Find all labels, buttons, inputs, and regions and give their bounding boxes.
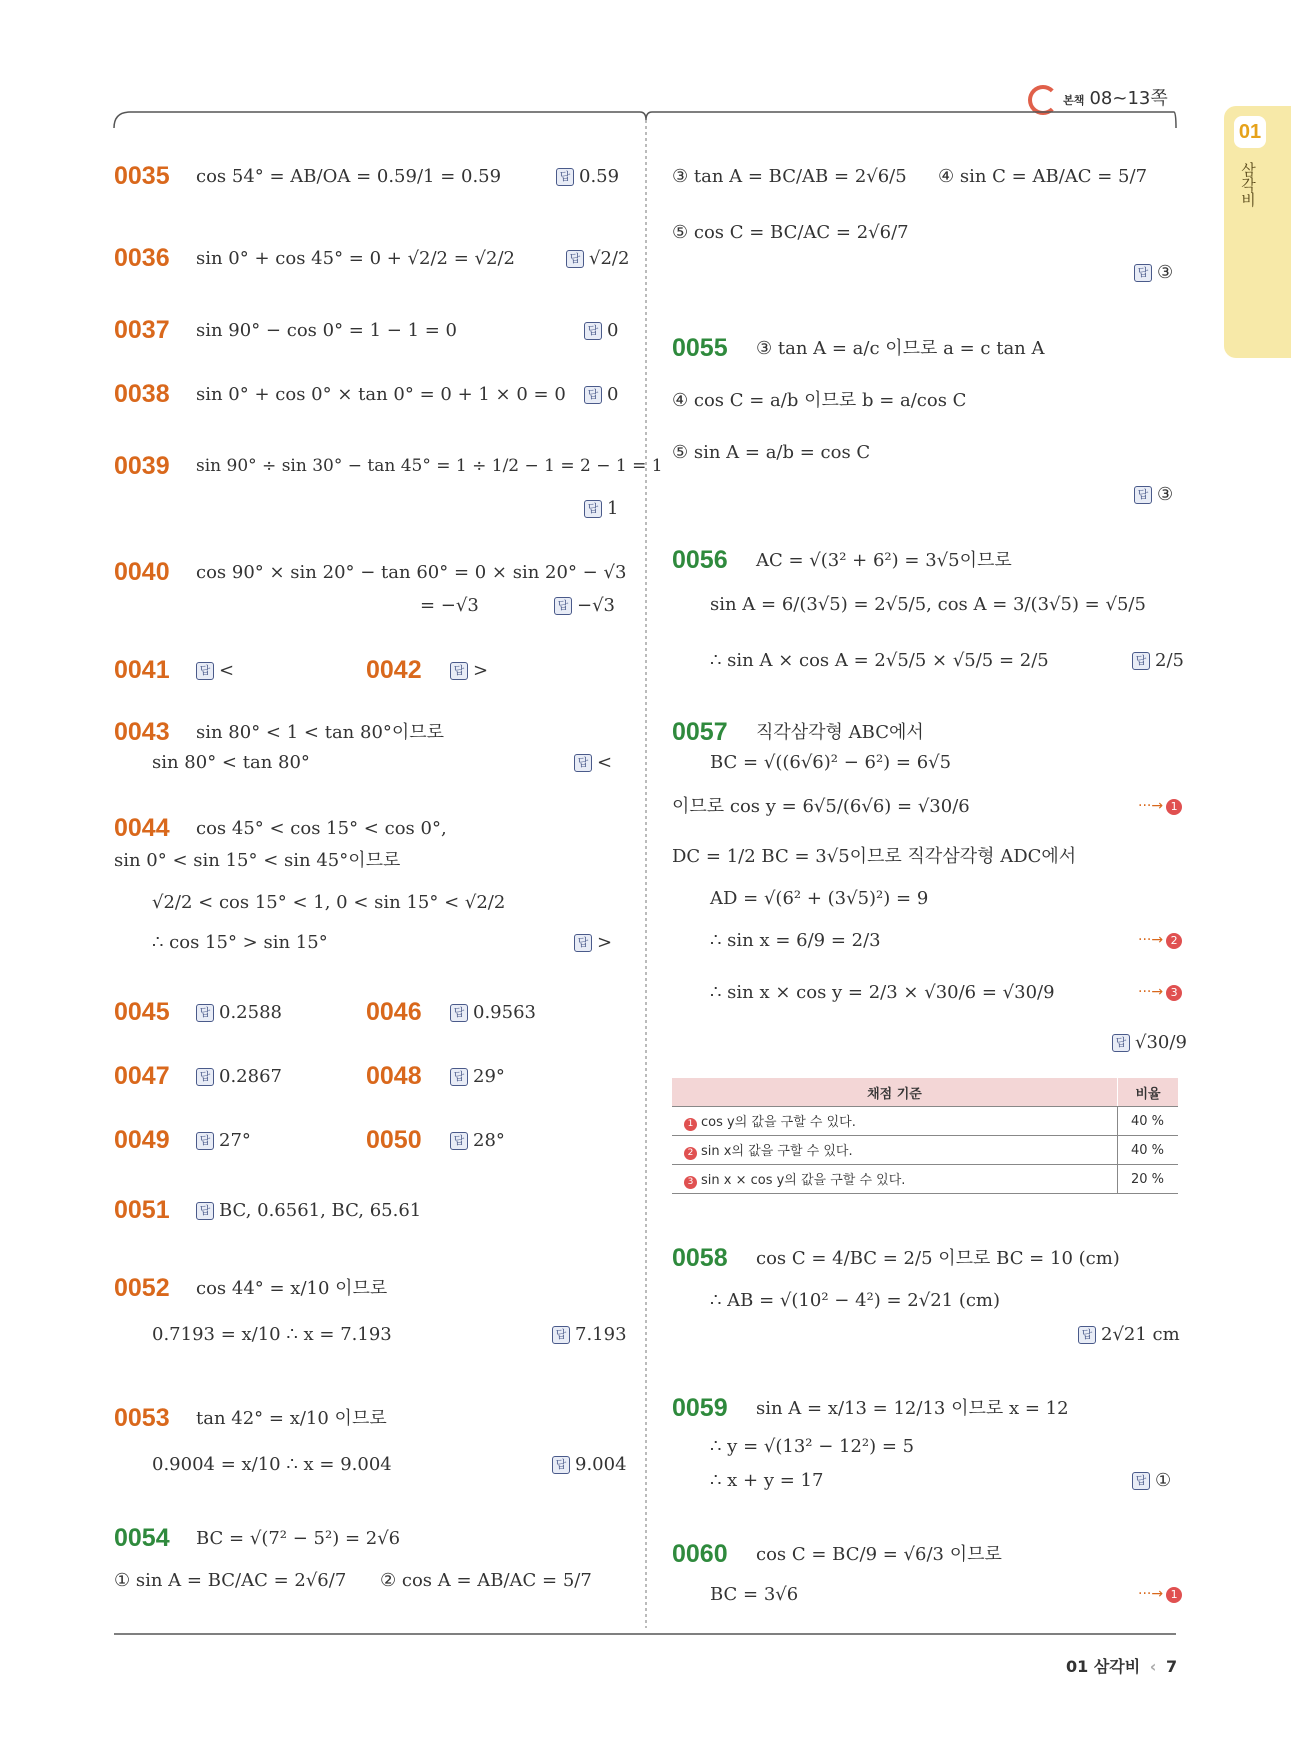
table-row (672, 1136, 1178, 1165)
step-marker: ···→ 1 (1138, 798, 1182, 815)
solution-line: BC = √((6√6)² − 6²) = 6√5 (710, 752, 952, 773)
answer-value: √2/2 (589, 248, 630, 269)
problem-number: 0036 (114, 244, 170, 272)
answer-value: < (597, 752, 613, 773)
table-row (672, 1165, 1178, 1194)
answer-mark-icon: 답 (574, 754, 592, 772)
problem-number: 0045 (114, 998, 170, 1026)
answer-mark-icon: 답 (584, 322, 602, 340)
problem-number: 0056 (672, 546, 728, 574)
footer-chapter: 01 삼각비 (1066, 1657, 1141, 1676)
problem-number: 0048 (366, 1062, 422, 1090)
answer-mark-icon: 답 (1132, 652, 1150, 670)
answer-mark-icon: 답 (1134, 264, 1152, 282)
chapter-number: 01 (1234, 116, 1266, 148)
problem-number: 0043 (114, 718, 170, 746)
solution-line: sin 0° < sin 15° < sin 45°이므로 (114, 850, 401, 871)
answer (196, 1066, 282, 1088)
solution-line: sin A = x/13 = 12/13 이므로 x = 12 (756, 1398, 1069, 1419)
answer-mark-icon: 답 (196, 662, 214, 680)
answer-value: 0.59 (579, 166, 620, 187)
solution-line: cos 44° = x/10 이므로 (196, 1278, 388, 1299)
problem-number: 0038 (114, 380, 170, 408)
answer-mark-icon: 답 (450, 1068, 468, 1086)
solution-line: BC = 3√6 (710, 1584, 799, 1605)
problem-number: 0058 (672, 1244, 728, 1272)
answer-mark-icon: 답 (196, 1068, 214, 1086)
answer-value: 9.004 (575, 1454, 627, 1475)
rate-header: 비율 (1118, 1078, 1179, 1107)
problem-number: 0042 (366, 656, 422, 684)
solution-line: AD = √(6² + (3√5)²) = 9 (710, 888, 929, 909)
solution-line: ⑤ cos C = BC/AC = 2√6/7 (672, 222, 909, 243)
answer-mark-icon: 답 (552, 1456, 570, 1474)
answer (450, 1066, 505, 1088)
answer-mark-icon: 답 (196, 1132, 214, 1150)
answer (584, 320, 618, 342)
answer (1134, 484, 1173, 506)
criteria-cell (672, 1165, 1118, 1194)
answer-mark-icon: 답 (196, 1202, 214, 1220)
answer (450, 1130, 505, 1152)
problem-number: 0051 (114, 1196, 170, 1224)
answer-mark-icon: 답 (450, 662, 468, 680)
answer-mark-icon: 답 (566, 250, 584, 268)
answer-mark-icon: 답 (450, 1132, 468, 1150)
answer-value: 27° (219, 1130, 251, 1151)
solution-line: sin 0° + cos 0° × tan 0° = 0 + 1 × 0 = 0 (196, 384, 566, 405)
criteria-number: 1 (684, 1118, 697, 1131)
answer-value: 0 (607, 320, 619, 341)
solution-line: ⑤ sin A = a/b = cos C (672, 442, 871, 463)
answer (566, 248, 629, 270)
solution-line: sin 90° − cos 0° = 1 − 1 = 0 (196, 320, 457, 341)
answer (196, 660, 234, 682)
answer-value: > (597, 932, 613, 953)
answer-value: 28° (473, 1130, 505, 1151)
problem-number: 0046 (366, 998, 422, 1026)
answer-value: 29° (473, 1066, 505, 1087)
answer-value: BC, 0.6561, BC, 65.61 (219, 1200, 422, 1221)
solution-line: ① sin A = BC/AC = 2√6/7 (114, 1570, 347, 1591)
answer (1112, 1032, 1187, 1054)
criteria-text: sin x의 값을 구할 수 있다. (701, 1144, 853, 1159)
criteria-number: 3 (684, 1176, 697, 1189)
problem-number: 0050 (366, 1126, 422, 1154)
answer (574, 932, 612, 954)
answer-mark-icon: 답 (554, 597, 572, 615)
solution-line: ∴ AB = √(10² − 4²) = 2√21 (cm) (710, 1290, 1001, 1311)
criteria-text: sin x × cos y의 값을 구할 수 있다. (701, 1173, 906, 1188)
solution-line: ∴ sin x × cos y = 2/3 × √30/6 = √30/9 (710, 982, 1055, 1003)
answer (554, 595, 615, 617)
solution-line: sin 90° ÷ sin 30° − tan 45° = 1 ÷ 1/2 − 1 = 2 − 1 = 1 (196, 456, 663, 476)
problem-number: 0055 (672, 334, 728, 362)
answer-mark-icon: 답 (1112, 1034, 1130, 1052)
problem-number: 0041 (114, 656, 170, 684)
answer (552, 1324, 627, 1346)
problem-number: 0053 (114, 1404, 170, 1432)
problem-number: 0052 (114, 1274, 170, 1302)
answer-mark-icon: 답 (1134, 486, 1152, 504)
solution-line: √2/2 < cos 15° < 1, 0 < sin 15° < √2/2 (152, 892, 506, 913)
solution-line: tan 42° = x/10 이므로 (196, 1408, 387, 1429)
solution-line: cos 90° × sin 20° − tan 60° = 0 × sin 20° − √3 (196, 562, 627, 583)
solution-line: ③ tan A = BC/AB = 2√6/5 (672, 166, 907, 187)
chevron-left-icon: ‹ (1149, 1657, 1157, 1676)
answer (574, 752, 612, 774)
answer-value: ① (1155, 1470, 1172, 1491)
solution-line: = −√3 (420, 595, 479, 616)
problem-number: 0047 (114, 1062, 170, 1090)
solution-line: AC = √(3² + 6²) = 3√5이므로 (756, 550, 1012, 571)
solution-line: sin 80° < 1 < tan 80°이므로 (196, 722, 445, 743)
problem-number: 0044 (114, 814, 170, 842)
solution-line: ④ sin C = AB/AC = 5/7 (938, 166, 1148, 187)
answer (450, 1002, 536, 1024)
solution-line: cos C = BC/9 = √6/3 이므로 (756, 1544, 1002, 1565)
answer (584, 498, 618, 520)
answer (556, 166, 619, 188)
solution-line: sin 0° + cos 45° = 0 + √2/2 = √2/2 (196, 248, 515, 269)
solution-line: 직각삼각형 ABC에서 (756, 722, 924, 743)
answer (1132, 1470, 1171, 1492)
answer-mark-icon: 답 (1132, 1472, 1150, 1490)
solution-line: ∴ sin x = 6/9 = 2/3 (710, 930, 881, 951)
problem-number: 0060 (672, 1540, 728, 1568)
page-footer (1066, 1654, 1177, 1677)
answer (450, 660, 488, 682)
solution-line: ③ tan A = a/c 이므로 a = c tan A (756, 338, 1045, 359)
answer-value: 7.193 (575, 1324, 627, 1345)
solution-line: cos C = 4/BC = 2/5 이므로 BC = 10 (cm) (756, 1248, 1120, 1269)
problem-number: 0054 (114, 1524, 170, 1552)
answer-mark-icon: 답 (556, 168, 574, 186)
answer-value: ③ (1157, 262, 1174, 283)
rate-cell: 40 % (1118, 1107, 1179, 1136)
answer-mark-icon: 답 (584, 500, 602, 518)
answer-value: ③ (1157, 484, 1174, 505)
problem-number: 0040 (114, 558, 170, 586)
answer-mark-icon: 답 (574, 934, 592, 952)
step-marker: ···→ 2 (1138, 932, 1182, 949)
criteria-cell (672, 1107, 1118, 1136)
solution-line: 이므로 cos y = 6√5/(6√6) = √30/6 (672, 796, 970, 817)
answer (1132, 650, 1184, 672)
solution-line: ∴ sin A × cos A = 2√5/5 × √5/5 = 2/5 (710, 650, 1049, 671)
table-row (672, 1107, 1178, 1136)
answer-mark-icon: 답 (584, 386, 602, 404)
problem-number: 0037 (114, 316, 170, 344)
solution-line: ∴ y = √(13² − 12²) = 5 (710, 1436, 915, 1457)
solution-line: sin 80° < tan 80° (152, 752, 310, 773)
solution-line: cos 45° < cos 15° < cos 0°, (196, 818, 447, 839)
answer-value: < (219, 660, 235, 681)
chapter-title: 삼각비 (1239, 162, 1257, 207)
ref-label: 본책 (1063, 94, 1085, 107)
answer-value: 0 (607, 384, 619, 405)
answer-mark-icon: 답 (1078, 1326, 1096, 1344)
rate-cell: 40 % (1118, 1136, 1179, 1165)
page-number: 7 (1165, 1657, 1178, 1676)
answer (196, 1002, 282, 1024)
grading-header (672, 1078, 1178, 1107)
criteria-text: cos y의 값을 구할 수 있다. (701, 1115, 856, 1130)
solution-line: ∴ x + y = 17 (710, 1470, 824, 1491)
solution-line: BC = √(7² − 5²) = 2√6 (196, 1528, 401, 1549)
criteria-cell (672, 1136, 1118, 1165)
problem-number: 0035 (114, 162, 170, 190)
grading-table (672, 1078, 1178, 1194)
solution-line: 0.9004 = x/10 ∴ x = 9.004 (152, 1454, 392, 1475)
solution-line: ∴ cos 15° > sin 15° (152, 932, 328, 953)
answer (196, 1200, 421, 1222)
solution-line: sin A = 6/(3√5) = 2√5/5, cos A = 3/(3√5) = √5/5 (710, 594, 1146, 615)
answer-value: 2/5 (1155, 650, 1184, 671)
criteria-header: 채점 기준 (672, 1078, 1118, 1107)
answer (584, 384, 618, 406)
answer-value: −√3 (577, 595, 616, 616)
answer-value: 0.2588 (219, 1002, 282, 1023)
solution-line: 0.7193 = x/10 ∴ x = 7.193 (152, 1324, 392, 1345)
solution-line: ④ cos C = a/b 이므로 b = a/cos C (672, 390, 967, 411)
answer-mark-icon: 답 (450, 1004, 468, 1022)
chapter-tab[interactable] (1224, 106, 1291, 358)
rate-cell: 20 % (1118, 1165, 1179, 1194)
step-marker: ···→ 1 (1138, 1586, 1182, 1603)
problem-number: 0039 (114, 452, 170, 480)
answer (1134, 262, 1173, 284)
problem-number: 0049 (114, 1126, 170, 1154)
answer-mark-icon: 답 (196, 1004, 214, 1022)
ref-pages: 08~13쪽 (1089, 88, 1168, 109)
answer-value: √30/9 (1135, 1032, 1187, 1053)
answer-value: 0.9563 (473, 1002, 536, 1023)
answer (552, 1454, 627, 1476)
answer (1078, 1324, 1180, 1346)
answer-mark-icon: 답 (552, 1326, 570, 1344)
criteria-number: 2 (684, 1147, 697, 1160)
answer (196, 1130, 251, 1152)
solution-line: ② cos A = AB/AC = 5/7 (380, 1570, 592, 1591)
answer-value: 0.2867 (219, 1066, 282, 1087)
solution-line: cos 54° = AB/OA = 0.59/1 = 0.59 (196, 166, 502, 187)
answer-value: 1 (607, 498, 619, 519)
solution-line: DC = 1/2 BC = 3√5이므로 직각삼각형 ADC에서 (672, 846, 1077, 867)
answer-value: > (473, 660, 489, 681)
problem-number: 0059 (672, 1394, 728, 1422)
answer-value: 2√21 cm (1101, 1324, 1180, 1345)
step-marker: ···→ 3 (1138, 984, 1182, 1001)
problem-number: 0057 (672, 718, 728, 746)
